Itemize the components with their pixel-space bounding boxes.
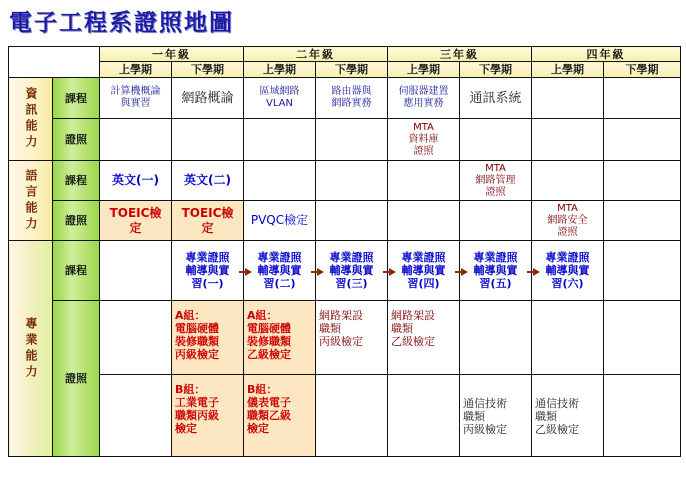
course-cell — [532, 161, 604, 201]
course-cell: 專業證照 輔導與實 習(一) — [172, 241, 244, 301]
semester-header: 上學期 — [244, 62, 316, 78]
course-cell — [604, 161, 681, 201]
cert-cell — [100, 119, 172, 161]
course-cell — [244, 161, 316, 201]
arrow-icon — [245, 268, 252, 276]
lang-course-row — [9, 161, 681, 201]
semester-header: 下學期 — [604, 62, 681, 78]
course-cell — [100, 241, 172, 301]
row-label-course: 課程 — [53, 78, 100, 119]
year-1-header: 一年級 — [100, 47, 244, 62]
cert-cell — [532, 119, 604, 161]
corner-cell — [9, 47, 100, 78]
lang-cert-row — [9, 201, 681, 241]
course-cell: 專業證照 輔導與實 習(六) — [532, 241, 604, 301]
course-cell: 英文(二) — [172, 161, 244, 201]
course-cell: 專業證照 輔導與實 習(三) — [316, 241, 388, 301]
course-cell: 專業證照 輔導與實 習(五) — [460, 241, 532, 301]
cert-cell — [316, 375, 388, 457]
course-cell — [532, 78, 604, 119]
cert-cell — [388, 375, 460, 457]
year-header-row — [9, 47, 681, 62]
course-cell: 區域網路 VLAN — [244, 78, 316, 119]
group-info-label: 資訊能力 — [9, 78, 53, 161]
pro-cert-row-b — [9, 375, 681, 457]
cert-cell: B組： 儀表電子 職類乙級 檢定 — [244, 375, 316, 457]
arrow-icon — [317, 268, 324, 276]
cert-cell: A組： 電腦硬體 裝修職類 乙級檢定 — [244, 301, 316, 375]
row-label-course: 課程 — [53, 161, 100, 201]
course-cell: 伺服器建置 應用實務 — [388, 78, 460, 119]
group-lang-label: 語言能力 — [9, 161, 53, 241]
course-cell: MTA 網路管理 證照 — [460, 161, 532, 201]
arrow-icon — [389, 268, 396, 276]
cert-cell — [244, 119, 316, 161]
cert-cell — [100, 375, 172, 457]
cert-cell: A組： 電腦硬體 裝修職類 丙級檢定 — [172, 301, 244, 375]
cert-cell: 網路架設 職類 丙級檢定 — [316, 301, 388, 375]
group-pro-label: 專業能力 — [9, 241, 53, 457]
course-cell: 專業證照 輔導與實 習(四) — [388, 241, 460, 301]
certificate-map-table — [8, 46, 681, 457]
cert-cell: TOEIC檢 定 — [172, 201, 244, 241]
info-cert-row — [9, 119, 681, 161]
page-title: 電子工程系證照地圖 — [9, 9, 234, 36]
course-cell: 網路概論 — [172, 78, 244, 119]
info-course-row — [9, 78, 681, 119]
pro-course-row — [9, 241, 681, 301]
semester-header-row — [9, 62, 681, 78]
year-4-header: 四年級 — [532, 47, 681, 62]
cert-cell — [388, 201, 460, 241]
year-3-header: 三年級 — [388, 47, 532, 62]
cert-cell — [460, 301, 532, 375]
semester-header: 上學期 — [532, 62, 604, 78]
semester-header: 下學期 — [460, 62, 532, 78]
cert-cell — [604, 301, 681, 375]
cert-cell: 通信技術 職類 乙級檢定 — [532, 375, 604, 457]
cert-cell — [316, 201, 388, 241]
course-cell — [388, 161, 460, 201]
course-cell — [316, 161, 388, 201]
cert-cell — [172, 119, 244, 161]
cert-cell: 通信技術 職類 丙級檢定 — [460, 375, 532, 457]
cert-cell: 網路架設 職類 乙級檢定 — [388, 301, 460, 375]
semester-header: 下學期 — [172, 62, 244, 78]
semester-header: 上學期 — [388, 62, 460, 78]
cert-cell: PVQC檢定 — [244, 201, 316, 241]
semester-header: 下學期 — [316, 62, 388, 78]
cert-cell — [460, 119, 532, 161]
cert-cell — [604, 201, 681, 241]
cert-cell: MTA 資料庫 證照 — [388, 119, 460, 161]
cert-cell: TOEIC檢 定 — [100, 201, 172, 241]
cert-cell: MTA 網路安全 證照 — [532, 201, 604, 241]
row-label-cert: 證照 — [53, 301, 100, 457]
cert-cell — [100, 301, 172, 375]
semester-header: 上學期 — [100, 62, 172, 78]
course-cell — [604, 241, 681, 301]
cert-cell — [532, 301, 604, 375]
course-cell: 計算機概論 與實習 — [100, 78, 172, 119]
row-label-cert: 證照 — [53, 201, 100, 241]
cert-cell: B組： 工業電子 職類丙級 檢定 — [172, 375, 244, 457]
row-label-course: 課程 — [53, 241, 100, 301]
course-cell — [604, 78, 681, 119]
arrow-icon — [533, 268, 540, 276]
year-2-header: 二年級 — [244, 47, 388, 62]
cert-cell — [460, 201, 532, 241]
row-label-cert: 證照 — [53, 119, 100, 161]
course-cell: 英文(一) — [100, 161, 172, 201]
course-cell: 路由器與 網路實務 — [316, 78, 388, 119]
arrow-icon — [461, 268, 468, 276]
cert-cell — [604, 375, 681, 457]
cert-cell — [604, 119, 681, 161]
course-cell: 專業證照 輔導與實 習(二) — [244, 241, 316, 301]
course-cell: 通訊系統 — [460, 78, 532, 119]
cert-cell — [316, 119, 388, 161]
pro-cert-row-a — [9, 301, 681, 375]
